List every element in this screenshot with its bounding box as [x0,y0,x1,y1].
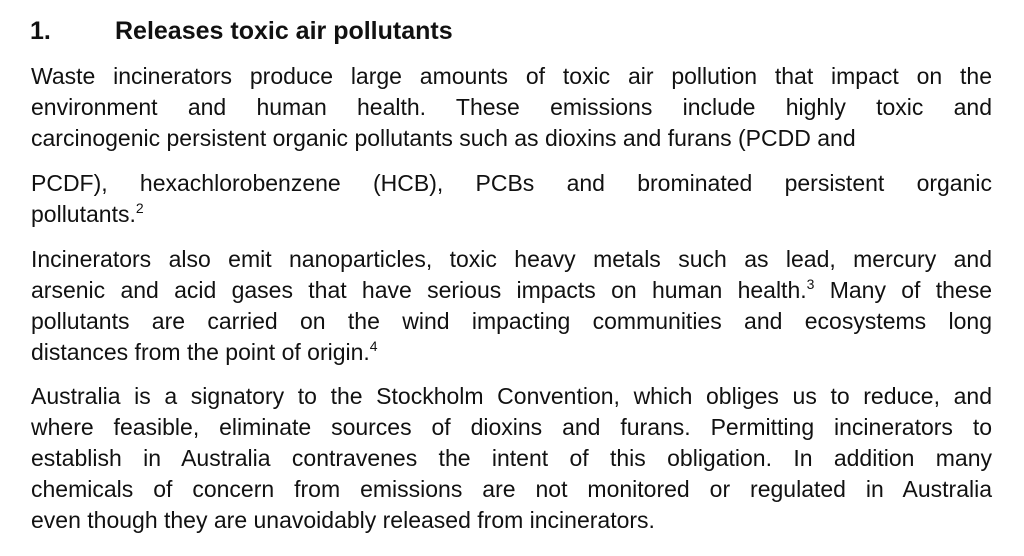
paragraph-line: even though they are unavoidably released from incinerators. [31,507,655,533]
section-number: 1. [30,17,51,45]
paragraph-line: PCDF), hexachlorobenzene (HCB), PCBs and brominated persistent organic [31,170,992,196]
paragraph-line: distances from the point of origin.$^4$ [31,338,378,365]
paragraph-line: Waste incinerators produce large amounts of toxic air pollution that impact on the [31,63,992,89]
paragraph-line: establish in Australia contravenes the intent of this obligation. In addition many [31,445,992,471]
paragraph-line: pollutants are carried on the wind impacting communities and ecosystems long [31,308,992,334]
paragraph-line: Incinerators also emit nanoparticles, toxic heavy metals such as lead, mercury and [31,246,992,272]
footnote-ref: 2 [135,200,144,216]
footnote-ref: 3 [806,276,815,292]
paragraph-line: chemicals of concern from emissions are not monitored or regulated in Australia [31,476,992,502]
footnote-ref: 4 [369,338,378,354]
paragraph-line: where feasible, eliminate sources of dioxins and furans. Permitting incinerators to [31,414,992,440]
paragraph-line: pollutants.$^2$ [31,200,144,227]
section-title: Releases toxic air pollutants [115,17,453,45]
paragraph-line: carcinogenic persistent organic pollutants such as dioxins and furans (PCDD and [31,125,856,151]
section-heading [30,14,453,48]
paragraph-line: arsenic and acid gases that have serious impacts on human health.$^3$ Many of these [31,276,993,303]
paragraph-line: Australia is a signatory to the Stockholm Convention, which obliges us to reduce, and [31,383,992,409]
paragraph-line: environment and human health. These emissions include highly toxic and [31,94,992,120]
